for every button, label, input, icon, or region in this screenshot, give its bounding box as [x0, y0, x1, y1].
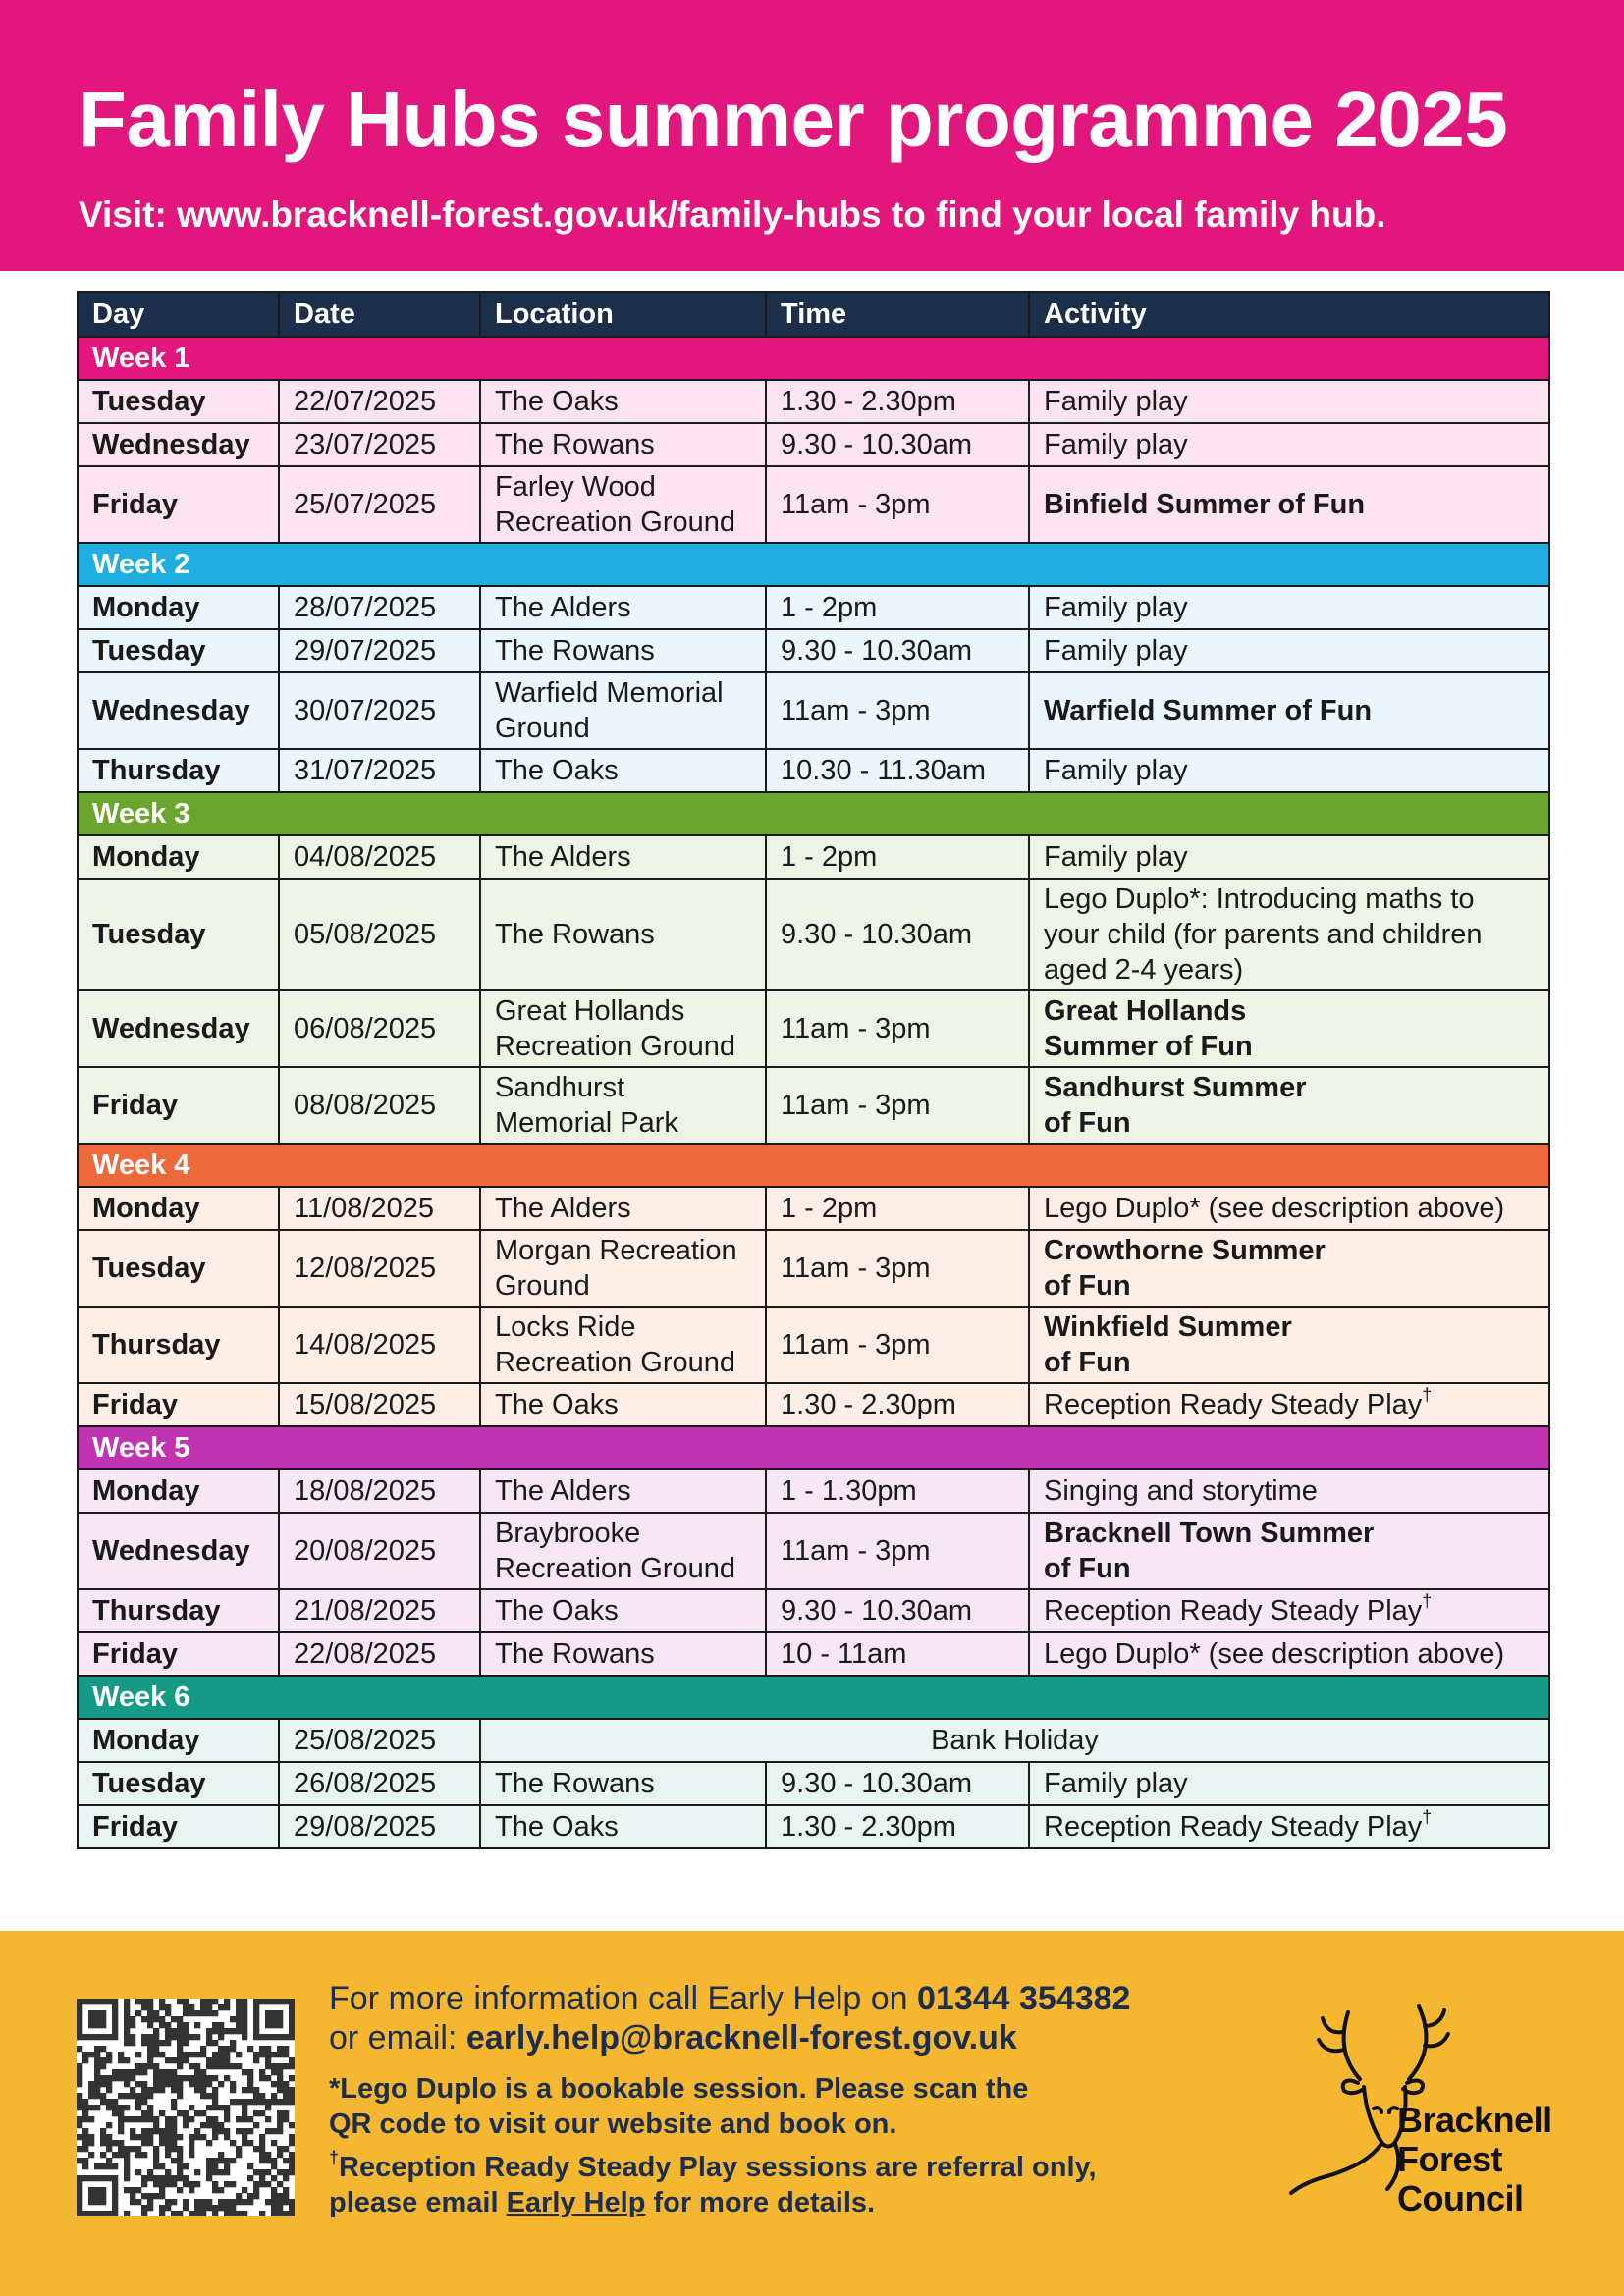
cell-time: 11am - 3pm: [766, 1067, 1029, 1144]
cell-location: [480, 1187, 766, 1230]
location-line: The Alders: [495, 1475, 631, 1507]
location-line: The Rowans: [495, 1638, 655, 1670]
activity-line: of Fun: [1044, 1553, 1131, 1584]
cell-activity: [1029, 1762, 1549, 1805]
location-line: The Oaks: [495, 1389, 619, 1420]
week-label: Week 2: [78, 543, 1549, 586]
table-row: [78, 1307, 1549, 1383]
cell-day: Friday: [78, 1632, 279, 1676]
cell-time: 1.30 - 2.30pm: [766, 1805, 1029, 1848]
activity-line: aged 2-4 years): [1044, 954, 1244, 986]
cell-day: Thursday: [78, 1307, 279, 1383]
visit-website-text: Visit: www.bracknell-forest.gov.uk/family-hubs to find your local family hub.: [79, 194, 1386, 235]
location-line: Recreation Ground: [495, 1347, 736, 1378]
cell-location: [480, 1383, 766, 1426]
cell-time: 9.30 - 10.30am: [766, 423, 1029, 466]
dagger-mark: †: [1422, 1591, 1433, 1612]
table-row: [78, 1719, 1549, 1762]
activity-line: of Fun: [1044, 1347, 1131, 1378]
column-header-day: Day: [78, 292, 279, 337]
cell-location: [480, 423, 766, 466]
table-row: [78, 380, 1549, 423]
cell-location: [480, 1589, 766, 1632]
cell-day: Monday: [78, 835, 279, 879]
cell-time: 10 - 11am: [766, 1632, 1029, 1676]
cell-activity: [1029, 879, 1549, 990]
cell-activity: [1029, 990, 1549, 1067]
location-line: The Alders: [495, 841, 631, 873]
cell-time: 1 - 2pm: [766, 835, 1029, 879]
contact-phone-line: For more information call Early Help on 01344 354382: [329, 1980, 1131, 2017]
early-help-link[interactable]: Early Help: [506, 2187, 646, 2218]
cell-activity: [1029, 423, 1549, 466]
cell-day: Monday: [78, 1719, 279, 1762]
cell-day: Tuesday: [78, 1230, 279, 1307]
activity-line: Binfield Summer of Fun: [1044, 489, 1366, 520]
cell-time: 11am - 3pm: [766, 990, 1029, 1067]
cell-location: [480, 629, 766, 672]
location-line: Braybrooke: [495, 1518, 641, 1549]
activity-line: Family play: [1044, 635, 1188, 667]
location-line: The Oaks: [495, 1595, 619, 1627]
cell-date: 20/08/2025: [279, 1513, 480, 1589]
cell-location: [480, 1805, 766, 1848]
footer-info: [329, 1979, 1252, 2220]
cell-date: 05/08/2025: [279, 879, 480, 990]
cell-activity: [1029, 1067, 1549, 1144]
location-line: The Oaks: [495, 386, 619, 417]
cell-day: Tuesday: [78, 380, 279, 423]
cell-activity: [1029, 1230, 1549, 1307]
cell-bank-holiday: Bank Holiday: [480, 1719, 1549, 1762]
cell-date: 22/07/2025: [279, 380, 480, 423]
cell-activity: [1029, 835, 1549, 879]
activity-line: Warfield Summer of Fun: [1044, 695, 1373, 726]
cell-date: 21/08/2025: [279, 1589, 480, 1632]
cell-activity: [1029, 380, 1549, 423]
week-header-row: [78, 1144, 1549, 1187]
activity-line: Family play: [1044, 755, 1188, 786]
cell-date: 30/07/2025: [279, 672, 480, 749]
cell-activity: [1029, 1383, 1549, 1426]
week-header-row: [78, 543, 1549, 586]
week-header-row: [78, 792, 1549, 835]
cell-location: [480, 1469, 766, 1513]
cell-day: Friday: [78, 1383, 279, 1426]
cell-location: [480, 1230, 766, 1307]
table-row: [78, 586, 1549, 629]
activity-line: Great Hollands: [1044, 995, 1247, 1027]
cell-activity: [1029, 466, 1549, 543]
location-line: The Oaks: [495, 755, 619, 786]
cell-activity: [1029, 1513, 1549, 1589]
table-row: [78, 879, 1549, 990]
location-line: The Rowans: [495, 919, 655, 950]
cell-date: 12/08/2025: [279, 1230, 480, 1307]
schedule-table: [77, 291, 1550, 1849]
cell-time: 1.30 - 2.30pm: [766, 1383, 1029, 1426]
cell-time: 11am - 3pm: [766, 1307, 1029, 1383]
activity-line: Crowthorne Summer: [1044, 1235, 1326, 1266]
week-label: Week 4: [78, 1144, 1549, 1187]
table-header-row: [78, 292, 1549, 337]
cell-date: 11/08/2025: [279, 1187, 480, 1230]
lego-duplo-note: *Lego Duplo is a bookable session. Please scan the QR code to visit our website and book on.: [329, 2073, 1029, 2140]
location-line: Warfield Memorial: [495, 677, 724, 709]
activity-line: Lego Duplo*: Introducing maths to: [1044, 883, 1475, 915]
cell-date: 31/07/2025: [279, 749, 480, 792]
cell-day: Wednesday: [78, 672, 279, 749]
cell-day: Tuesday: [78, 1762, 279, 1805]
cell-activity: [1029, 1469, 1549, 1513]
dagger-mark: †: [1422, 1807, 1433, 1828]
location-line: Farley Wood: [495, 471, 656, 503]
phone-number[interactable]: 01344 354382: [917, 1980, 1131, 2017]
activity-line: Bracknell Town Summer: [1044, 1518, 1375, 1549]
week-header-row: [78, 1426, 1549, 1469]
column-header-location: Location: [480, 292, 766, 337]
cell-location: [480, 672, 766, 749]
cell-time: 9.30 - 10.30am: [766, 879, 1029, 990]
cell-activity: [1029, 1632, 1549, 1676]
activity-line: Reception Ready Steady Play†: [1044, 1385, 1433, 1420]
location-line: Recreation Ground: [495, 507, 736, 538]
cell-date: 23/07/2025: [279, 423, 480, 466]
cell-date: 08/08/2025: [279, 1067, 480, 1144]
dagger-mark: †: [1422, 1385, 1433, 1406]
table-row: [78, 1383, 1549, 1426]
contact-email-line: or email: early.help@bracknell-forest.gov.uk: [329, 2019, 1017, 2056]
cell-location: [480, 990, 766, 1067]
table-row: [78, 672, 1549, 749]
activity-line: of Fun: [1044, 1270, 1131, 1302]
week-label: Week 1: [78, 337, 1549, 380]
cell-time: 1.30 - 2.30pm: [766, 380, 1029, 423]
cell-activity: [1029, 1805, 1549, 1848]
activity-line: Singing and storytime: [1044, 1475, 1318, 1507]
activity-line: Family play: [1044, 1768, 1188, 1799]
cell-date: 29/07/2025: [279, 629, 480, 672]
cell-time: 11am - 3pm: [766, 672, 1029, 749]
location-line: The Oaks: [495, 1811, 619, 1842]
cell-date: 06/08/2025: [279, 990, 480, 1067]
activity-line: Family play: [1044, 592, 1188, 623]
week-header-row: [78, 337, 1549, 380]
cell-time: 9.30 - 10.30am: [766, 629, 1029, 672]
location-line: The Rowans: [495, 429, 655, 460]
activity-line: Family play: [1044, 386, 1188, 417]
cell-time: 9.30 - 10.30am: [766, 1762, 1029, 1805]
table-row: [78, 1589, 1549, 1632]
activity-line: Family play: [1044, 429, 1188, 460]
cell-location: [480, 380, 766, 423]
council-logo-text: Bracknell Forest Council: [1397, 2100, 1552, 2218]
week-label: Week 5: [78, 1426, 1549, 1469]
cell-day: Friday: [78, 1805, 279, 1848]
activity-line: your child (for parents and children: [1044, 919, 1483, 950]
cell-date: 28/07/2025: [279, 586, 480, 629]
cell-day: Monday: [78, 1187, 279, 1230]
page-title: Family Hubs summer programme 2025: [79, 76, 1508, 163]
table-row: [78, 835, 1549, 879]
cell-location: [480, 1307, 766, 1383]
location-line: The Rowans: [495, 1768, 655, 1799]
cell-location: [480, 1067, 766, 1144]
cell-location: [480, 586, 766, 629]
location-line: Recreation Ground: [495, 1553, 736, 1584]
cell-date: 15/08/2025: [279, 1383, 480, 1426]
cell-activity: [1029, 586, 1549, 629]
activity-line: Summer of Fun: [1044, 1031, 1253, 1062]
cell-location: [480, 466, 766, 543]
location-line: The Alders: [495, 1193, 631, 1224]
cell-date: 29/08/2025: [279, 1805, 480, 1848]
location-line: Locks Ride: [495, 1311, 636, 1343]
cell-date: 18/08/2025: [279, 1469, 480, 1513]
cell-activity: [1029, 749, 1549, 792]
cell-day: Tuesday: [78, 629, 279, 672]
activity-line: Reception Ready Steady Play†: [1044, 1591, 1433, 1627]
location-line: Great Hollands: [495, 995, 685, 1027]
location-line: Memorial Park: [495, 1107, 678, 1139]
header-banner: [0, 0, 1624, 271]
table-row: [78, 1230, 1549, 1307]
activity-line: Family play: [1044, 841, 1188, 873]
table-row: [78, 749, 1549, 792]
cell-time: 1 - 2pm: [766, 586, 1029, 629]
cell-time: 11am - 3pm: [766, 466, 1029, 543]
location-line: Morgan Recreation: [495, 1235, 737, 1266]
activity-line: Sandhurst Summer: [1044, 1072, 1307, 1103]
cell-activity: [1029, 1307, 1549, 1383]
cell-location: [480, 749, 766, 792]
referral-note: †Reception Ready Steady Play sessions are referral only, please email Early Help for more details.: [329, 2148, 1097, 2218]
location-line: The Alders: [495, 592, 631, 623]
cell-time: 1 - 1.30pm: [766, 1469, 1029, 1513]
cell-date: 22/08/2025: [279, 1632, 480, 1676]
week-header-row: [78, 1676, 1549, 1719]
week-label: Week 3: [78, 792, 1549, 835]
cell-day: Thursday: [78, 1589, 279, 1632]
cell-date: 26/08/2025: [279, 1762, 480, 1805]
cell-day: Wednesday: [78, 423, 279, 466]
cell-date: 14/08/2025: [279, 1307, 480, 1383]
week-label: Week 6: [78, 1676, 1549, 1719]
table-row: [78, 1762, 1549, 1805]
cell-day: Wednesday: [78, 990, 279, 1067]
cell-activity: [1029, 1589, 1549, 1632]
cell-date: 04/08/2025: [279, 835, 480, 879]
cell-day: Wednesday: [78, 1513, 279, 1589]
location-line: Ground: [495, 713, 590, 744]
cell-time: 10.30 - 11.30am: [766, 749, 1029, 792]
location-line: Sandhurst: [495, 1072, 625, 1103]
email-link[interactable]: early.help@bracknell-forest.gov.uk: [465, 2019, 1017, 2056]
cell-location: [480, 1762, 766, 1805]
cell-time: 1 - 2pm: [766, 1187, 1029, 1230]
table-row: [78, 1469, 1549, 1513]
cell-day: Friday: [78, 466, 279, 543]
table-row: [78, 990, 1549, 1067]
cell-location: [480, 1513, 766, 1589]
cell-location: [480, 1632, 766, 1676]
table-row: [78, 1513, 1549, 1589]
table-row: [78, 1632, 1549, 1676]
cell-location: [480, 879, 766, 990]
activity-line: of Fun: [1044, 1107, 1131, 1139]
activity-line: Lego Duplo* (see description above): [1044, 1193, 1505, 1224]
cell-time: 9.30 - 10.30am: [766, 1589, 1029, 1632]
cell-date: 25/07/2025: [279, 466, 480, 543]
cell-day: Monday: [78, 586, 279, 629]
cell-time: 11am - 3pm: [766, 1513, 1029, 1589]
table-row: [78, 1805, 1549, 1848]
cell-time: 11am - 3pm: [766, 1230, 1029, 1307]
cell-activity: [1029, 629, 1549, 672]
column-header-time: Time: [766, 292, 1029, 337]
activity-line: Winkfield Summer: [1044, 1311, 1292, 1343]
cell-day: Friday: [78, 1067, 279, 1144]
cell-activity: [1029, 1187, 1549, 1230]
column-header-activity: Activity: [1029, 292, 1549, 337]
column-header-date: Date: [279, 292, 480, 337]
table-row: [78, 423, 1549, 466]
activity-line: Reception Ready Steady Play†: [1044, 1807, 1433, 1842]
table-row: [78, 466, 1549, 543]
table-row: [78, 1187, 1549, 1230]
table-row: [78, 629, 1549, 672]
cell-date: 25/08/2025: [279, 1719, 480, 1762]
qr-code[interactable]: [77, 1999, 295, 2216]
location-line: Ground: [495, 1270, 590, 1302]
cell-day: Thursday: [78, 749, 279, 792]
cell-location: [480, 835, 766, 879]
cell-day: Monday: [78, 1469, 279, 1513]
table-row: [78, 1067, 1549, 1144]
cell-day: Tuesday: [78, 879, 279, 990]
cell-activity: [1029, 672, 1549, 749]
activity-line: Lego Duplo* (see description above): [1044, 1638, 1505, 1670]
schedule-body: [78, 337, 1549, 1848]
location-line: The Rowans: [495, 635, 655, 667]
location-line: Recreation Ground: [495, 1031, 736, 1062]
